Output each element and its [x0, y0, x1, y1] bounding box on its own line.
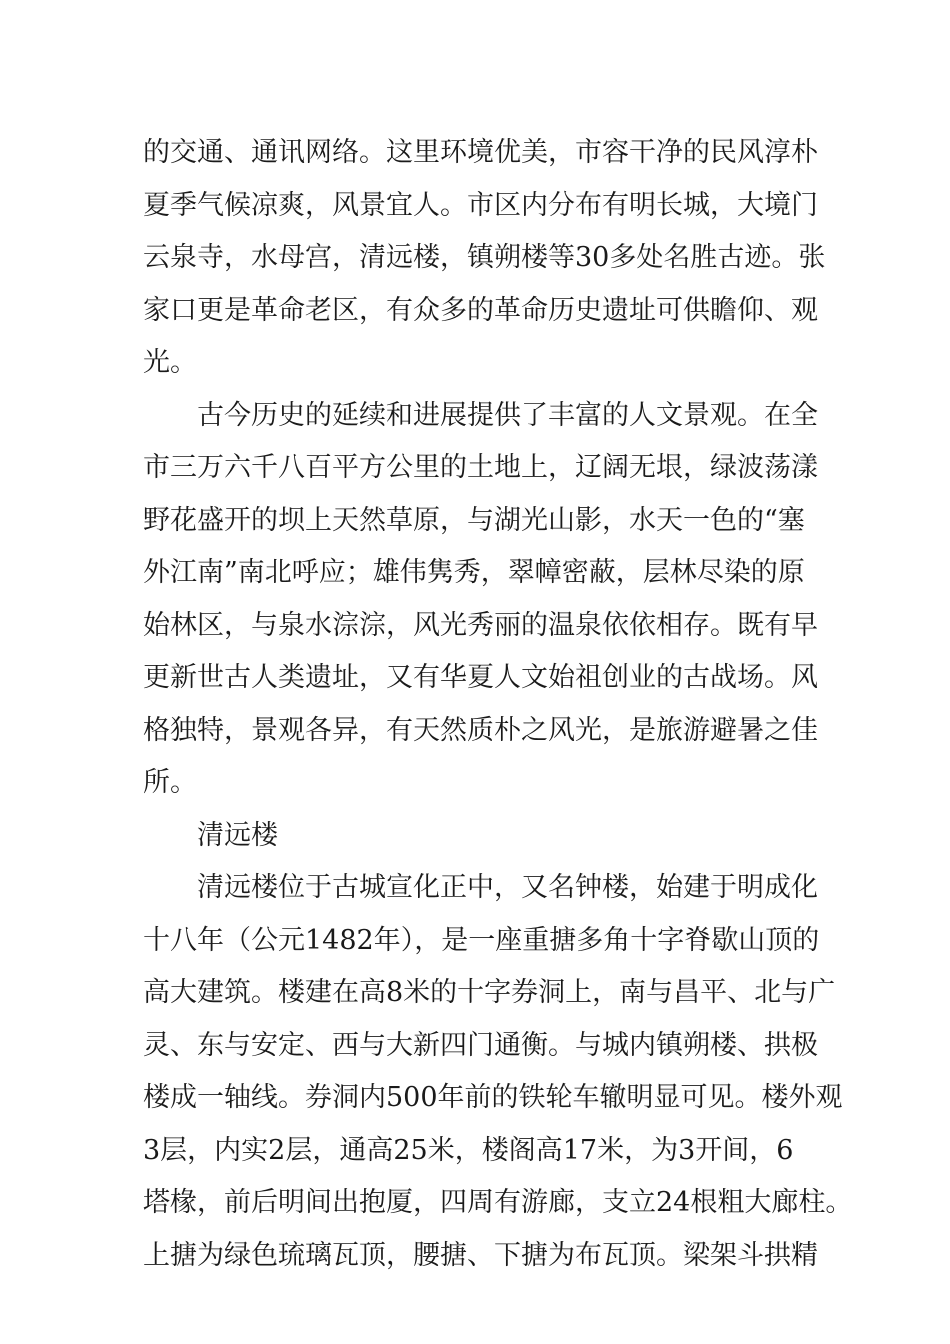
text-line: 市三万六千八百平方公里的土地上，辽阔无垠，绿波荡漾 [143, 452, 818, 483]
paragraph-qingyuan-tower [143, 862, 853, 1282]
text-line: 上搪为绿色琉璃瓦顶，腰搪、下搪为布瓦顶。梁架斗拱精 [143, 1239, 818, 1271]
text-line: 古今历史的延续和进展提供了丰富的人文景观。在全 [197, 399, 818, 431]
text-line: 云泉寺，水母宫，清远楼，镇朔楼等30多处名胜古迹。张 [143, 242, 826, 273]
paragraph-city-overview [143, 127, 826, 390]
text-line: 更新世古人类遗址，又有华夏人文始祖创业的古战场。风 [143, 662, 818, 693]
text-line: 高大建筑。楼建在高8米的十字券洞上，南与昌平、北与广 [143, 977, 836, 1008]
text-line: 楼成一轴线。券洞内500年前的铁轮车辙明显可见。楼外观 [143, 1082, 843, 1113]
text-line: 清远楼位于古城宣化正中，又名钟楼，始建于明成化 [197, 872, 818, 903]
text-line: 十八年（公元1482年），是一座重搪多角十字脊歇山顶的 [143, 924, 820, 956]
section-heading-qingyuan-tower [143, 810, 823, 863]
text-line: 所。 [143, 767, 197, 798]
paragraph-cultural-landscape [143, 390, 823, 810]
text-line: 外江南”南北呼应；雄伟隽秀，翠幛密蔽，层林尽染的原 [143, 557, 805, 588]
text-line: 野花盛开的坝上天然草原，与湖光山影，水天一色的“塞 [143, 504, 805, 536]
document-body [143, 127, 853, 1282]
section-heading: 清远楼 [197, 819, 278, 851]
text-line: 塔椽，前后明间出抱厦，四周有游廊，支立24根粗大廊柱。 [143, 1187, 853, 1218]
text-line: 3层，内实2层，通高25米，楼阁高17米，为3开间，6 [143, 1134, 794, 1166]
text-line: 的交通、通讯网络。这里环境优美，市容干净的民风淳朴 [143, 137, 818, 168]
text-line: 格独特，景观各异，有天然质朴之风光，是旅游避暑之佳 [143, 714, 818, 746]
text-line: 灵、东与安定、西与大新四门通衡。与城内镇朔楼、拱极 [143, 1029, 818, 1061]
text-line: 夏季气候凉爽，风景宜人。市区内分布有明长城，大境门 [143, 189, 818, 221]
text-line: 始林区，与泉水淙淙，风光秀丽的温泉依依相存。既有早 [143, 609, 818, 641]
text-line: 家口更是革命老区，有众多的革命历史遗址可供瞻仰、观 [143, 294, 818, 326]
text-line: 光。 [143, 347, 197, 378]
